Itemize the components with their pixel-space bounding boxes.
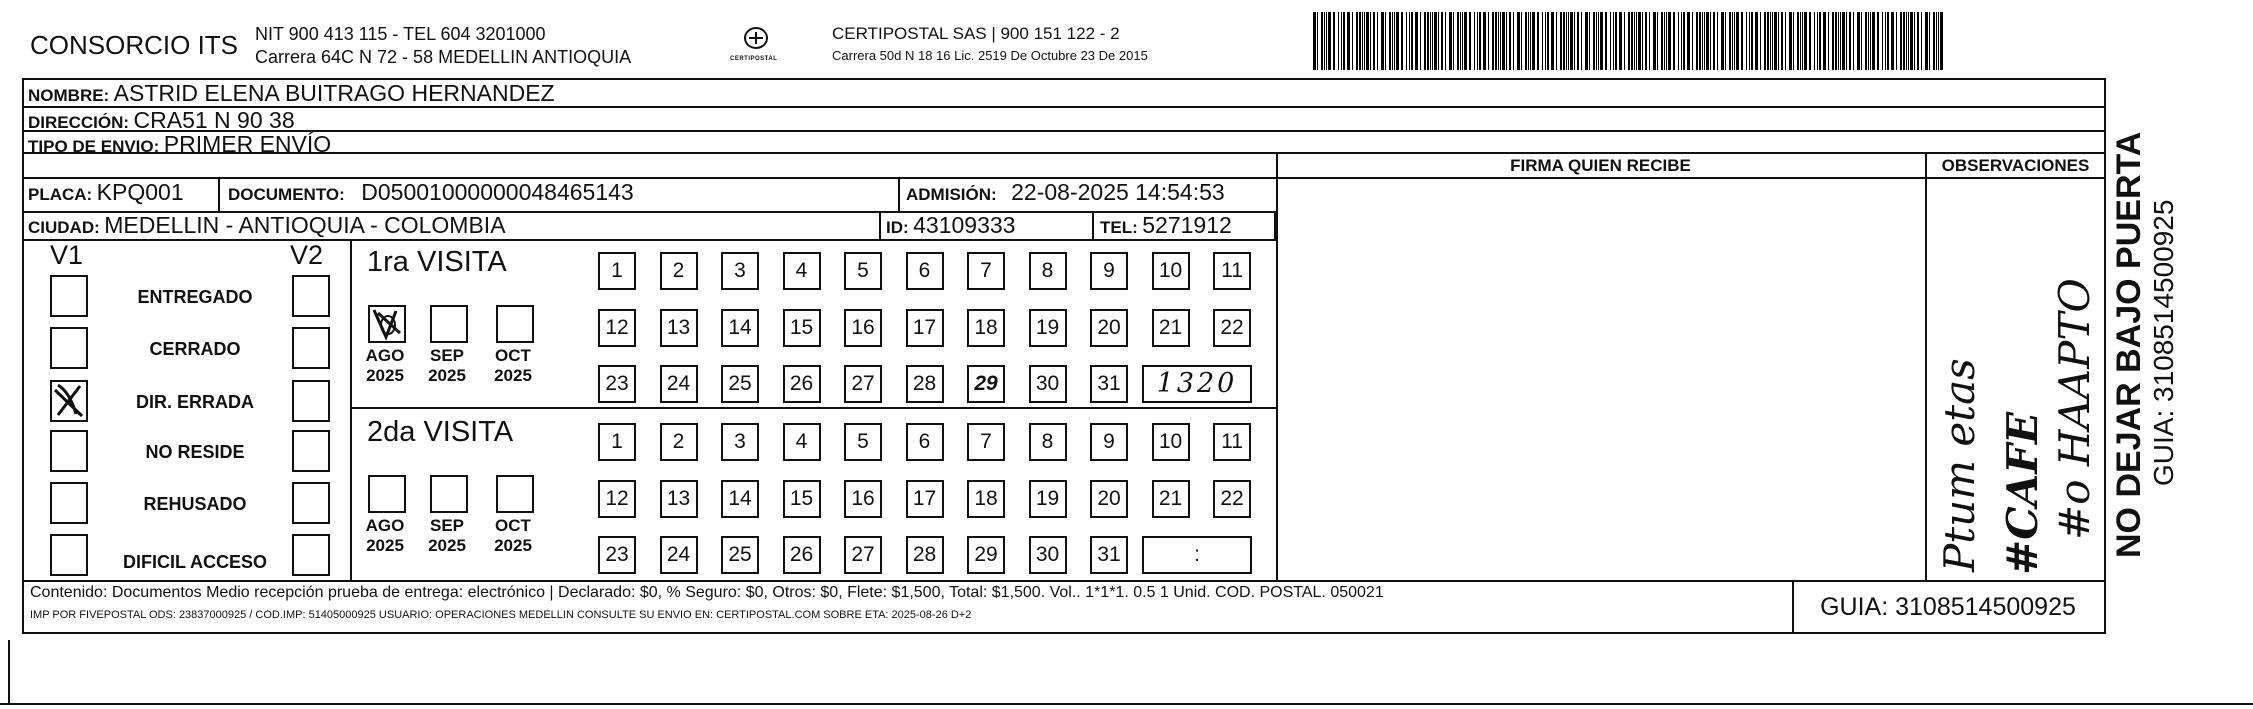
first-visit-day-2[interactable]: 2 bbox=[660, 252, 698, 290]
direccion-label: DIRECCIÓN: bbox=[28, 113, 130, 132]
nombre-label: NOMBRE: bbox=[28, 86, 110, 105]
first-visit-day-12[interactable]: 12 bbox=[598, 309, 636, 347]
second-visit-day-26[interactable]: 26 bbox=[783, 536, 821, 574]
second-visit-title: 2da VISITA bbox=[367, 416, 514, 448]
v2-checkbox-dir-errada[interactable] bbox=[292, 380, 330, 422]
first-visit-month-label: AGO 2025 bbox=[365, 346, 405, 385]
second-visit-month-label: OCT 2025 bbox=[494, 516, 532, 555]
second-visit-day-21[interactable]: 21 bbox=[1152, 480, 1190, 518]
tel-value: 5271912 bbox=[1142, 212, 1232, 238]
second-visit-day-2[interactable]: 2 bbox=[660, 423, 698, 461]
first-visit-day-23[interactable]: 23 bbox=[598, 365, 636, 403]
footer-impresion: IMP POR FIVEPOSTAL ODS: 23837000925 / COD.IMP: 51405000925 USUARIO: OPERACIONES MEDELLIN CONSULTE SU ENVIO EN: CERTIPOSTAL.COM SOBRE ETA: 2025-08-26 D+2 bbox=[30, 609, 972, 621]
second-visit-day-20[interactable]: 20 bbox=[1090, 480, 1128, 518]
second-visit-day-6[interactable]: 6 bbox=[906, 423, 944, 461]
first-visit-day-31[interactable]: 31 bbox=[1090, 365, 1128, 403]
v2-label: V2 bbox=[290, 240, 324, 270]
first-visit-day-17[interactable]: 17 bbox=[906, 309, 944, 347]
first-visit-month-box-ago[interactable] bbox=[368, 305, 406, 343]
second-visit-day-16[interactable]: 16 bbox=[844, 480, 882, 518]
second-visit-day-14[interactable]: 14 bbox=[721, 480, 759, 518]
first-visit-day-8[interactable]: 8 bbox=[1029, 252, 1067, 290]
id-value: 43109333 bbox=[913, 212, 1016, 238]
first-visit-day-20[interactable]: 20 bbox=[1090, 309, 1128, 347]
second-visit-day-3[interactable]: 3 bbox=[721, 423, 759, 461]
second-visit-day-12[interactable]: 12 bbox=[598, 480, 636, 518]
first-visit-day-15[interactable]: 15 bbox=[783, 309, 821, 347]
observaciones-header: OBSERVACIONES bbox=[1941, 156, 2090, 175]
id-label: ID: bbox=[886, 218, 909, 237]
second-visit-month-label: SEP 2025 bbox=[428, 516, 466, 555]
status-label-no-reside: NO RESIDE bbox=[145, 442, 245, 462]
status-label-dir-errada: DIR. ERRADA bbox=[135, 392, 254, 412]
second-visit-month-box-oct[interactable] bbox=[496, 475, 534, 513]
second-visit-day-11[interactable]: 11 bbox=[1213, 423, 1251, 461]
first-visit-day-6[interactable]: 6 bbox=[906, 252, 944, 290]
firma-header: FIRMA QUIEN RECIBE bbox=[1510, 156, 1691, 175]
first-visit-day-26[interactable]: 26 bbox=[783, 365, 821, 403]
first-visit-day-28[interactable]: 28 bbox=[906, 365, 944, 403]
first-visit-day-11[interactable]: 11 bbox=[1213, 252, 1251, 290]
status-label-dificil-acceso: DIFICIL ACCESO bbox=[122, 552, 267, 572]
second-visit-day-4[interactable]: 4 bbox=[783, 423, 821, 461]
first-visit-day-22[interactable]: 22 bbox=[1213, 309, 1251, 347]
first-visit-day-25[interactable]: 25 bbox=[721, 365, 759, 403]
first-visit-day-24[interactable]: 24 bbox=[660, 365, 698, 403]
v1-checkbox-no-reside[interactable] bbox=[50, 430, 88, 472]
nombre-value: ASTRID ELENA BUITRAGO HERNANDEZ bbox=[113, 80, 555, 106]
ciudad-label: CIUDAD: bbox=[28, 218, 100, 237]
tipo-envio-value: PRIMER ENVÍO bbox=[163, 131, 332, 157]
second-visit-day-19[interactable]: 19 bbox=[1029, 480, 1067, 518]
side-guia: GUIA: 3108514500925 bbox=[2148, 199, 2179, 486]
placa-value: KPQ001 bbox=[96, 179, 184, 205]
first-visit-day-13[interactable]: 13 bbox=[660, 309, 698, 347]
logo-text: CERTIPOSTAL bbox=[730, 56, 778, 62]
second-visit-day-27[interactable]: 27 bbox=[844, 536, 882, 574]
second-visit-day-18[interactable]: 18 bbox=[967, 480, 1005, 518]
second-visit-day-17[interactable]: 17 bbox=[906, 480, 944, 518]
tipo-envio-label: TIPO DE ENVIO: bbox=[28, 137, 160, 156]
direccion-value: CRA51 N 90 38 bbox=[133, 107, 295, 133]
company-address: Carrera 64C N 72 - 58 MEDELLIN ANTIOQUIA bbox=[255, 47, 632, 67]
second-visit-month-box-ago[interactable] bbox=[368, 475, 406, 513]
certipostal-line2: Carrera 50d N 18 16 Lic. 2519 De Octubre 23 De 2015 bbox=[832, 48, 1148, 63]
v1-checkbox-cerrado[interactable] bbox=[50, 327, 88, 369]
nit-line: NIT 900 413 115 - TEL 604 3201000 bbox=[255, 24, 546, 44]
handwritten-observation-2: #CAFE bbox=[1998, 411, 2047, 575]
first-visit-day-29[interactable]: 29 bbox=[967, 365, 1005, 403]
first-visit-month-box-oct[interactable] bbox=[496, 305, 534, 343]
second-visit-day-23[interactable]: 23 bbox=[598, 536, 636, 574]
footer-contenido: Contenido: Documentos Medio recepción prueba de entrega: electrónico | Declarado: $0, % Seguro: $0, Otros: $0, Flete: $1,500, Total: $1,500. Vol.. 1*1*1. 0.5 1 Unid. COD. POSTAL. 050021 bbox=[30, 584, 1384, 601]
second-visit-day-1[interactable]: 1 bbox=[598, 423, 636, 461]
v1-checkbox-dir-errada[interactable] bbox=[50, 380, 88, 422]
v1-checkbox-dificil-acceso[interactable] bbox=[50, 534, 88, 576]
barcode bbox=[1313, 12, 1948, 70]
second-visit-day-25[interactable]: 25 bbox=[721, 536, 759, 574]
tel-label: TEL: bbox=[1100, 218, 1138, 237]
second-visit-day-8[interactable]: 8 bbox=[1029, 423, 1067, 461]
second-visit-day-7[interactable]: 7 bbox=[967, 423, 1005, 461]
status-label-rehusado: REHUSADO bbox=[143, 494, 247, 514]
v2-checkbox-rehusado[interactable] bbox=[292, 482, 330, 524]
first-visit-day-27[interactable]: 27 bbox=[844, 365, 882, 403]
v2-checkbox-entregado[interactable] bbox=[292, 275, 330, 317]
first-visit-day-18[interactable]: 18 bbox=[967, 309, 1005, 347]
second-visit-day-13[interactable]: 13 bbox=[660, 480, 698, 518]
status-label-cerrado: CERRADO bbox=[149, 339, 241, 359]
first-visit-day-19[interactable]: 19 bbox=[1029, 309, 1067, 347]
footer-guia: GUIA: 3108514500925 bbox=[1820, 593, 2076, 621]
company-name: CONSORCIO ITS bbox=[30, 30, 239, 60]
v1-label: V1 bbox=[50, 240, 84, 270]
second-visit-month-label: AGO 2025 bbox=[365, 516, 405, 555]
v2-checkbox-no-reside[interactable] bbox=[292, 430, 330, 472]
v2-checkbox-cerrado[interactable] bbox=[292, 327, 330, 369]
ciudad-value: MEDELLIN - ANTIOQUIA - COLOMBIA bbox=[104, 212, 506, 238]
first-visit-time-field[interactable]: 1320 bbox=[1142, 365, 1252, 403]
first-visit-day-4[interactable]: 4 bbox=[783, 252, 821, 290]
second-visit-day-30[interactable]: 30 bbox=[1029, 536, 1067, 574]
first-visit-day-30[interactable]: 30 bbox=[1029, 365, 1067, 403]
second-visit-month-box-sep[interactable] bbox=[430, 475, 468, 513]
admision-value: 22-08-2025 14:54:53 bbox=[1011, 179, 1225, 205]
placa-label: PLACA: bbox=[28, 185, 93, 204]
first-visit-day-16[interactable]: 16 bbox=[844, 309, 882, 347]
documento-value: D05001000000048465143 bbox=[361, 179, 634, 205]
second-visit-day-24[interactable]: 24 bbox=[660, 536, 698, 574]
v1-checkbox-entregado[interactable] bbox=[50, 275, 88, 317]
second-visit-day-9[interactable]: 9 bbox=[1090, 423, 1128, 461]
handwritten-observation-3: #o HAAPTO bbox=[2050, 278, 2099, 540]
no-dejar-bajo-puerta: NO DEJAR BAJO PUERTA bbox=[2110, 131, 2148, 558]
first-visit-day-10[interactable]: 10 bbox=[1152, 252, 1190, 290]
admision-label: ADMISIÓN: bbox=[906, 185, 997, 204]
first-visit-day-1[interactable]: 1 bbox=[598, 252, 636, 290]
status-label-entregado: ENTREGADO bbox=[137, 287, 253, 307]
handwritten-observation-1: Ptum etas bbox=[1935, 358, 1984, 572]
v2-checkbox-dificil-acceso[interactable] bbox=[292, 534, 330, 576]
first-visit-title: 1ra VISITA bbox=[367, 246, 507, 278]
second-visit-day-29[interactable]: 29 bbox=[967, 536, 1005, 574]
second-visit-day-31[interactable]: 31 bbox=[1090, 536, 1128, 574]
first-visit-day-14[interactable]: 14 bbox=[721, 309, 759, 347]
second-visit-day-10[interactable]: 10 bbox=[1152, 423, 1190, 461]
first-visit-day-9[interactable]: 9 bbox=[1090, 252, 1128, 290]
v1-checkbox-rehusado[interactable] bbox=[50, 482, 88, 524]
second-visit-day-15[interactable]: 15 bbox=[783, 480, 821, 518]
certipostal-line1: CERTIPOSTAL SAS | 900 151 122 - 2 bbox=[832, 24, 1120, 43]
certipostal-logo bbox=[732, 24, 780, 68]
first-visit-day-21[interactable]: 21 bbox=[1152, 309, 1190, 347]
first-visit-month-box-sep[interactable] bbox=[430, 305, 468, 343]
documento-label: DOCUMENTO: bbox=[228, 185, 345, 204]
second-visit-day-28[interactable]: 28 bbox=[906, 536, 944, 574]
first-visit-day-7[interactable]: 7 bbox=[967, 252, 1005, 290]
second-visit-day-5[interactable]: 5 bbox=[844, 423, 882, 461]
first-visit-day-5[interactable]: 5 bbox=[844, 252, 882, 290]
second-visit-time-field[interactable]: : bbox=[1142, 536, 1252, 574]
first-visit-day-3[interactable]: 3 bbox=[721, 252, 759, 290]
second-visit-day-22[interactable]: 22 bbox=[1213, 480, 1251, 518]
first-visit-month-label: SEP 2025 bbox=[428, 346, 466, 385]
first-visit-month-label: OCT 2025 bbox=[494, 346, 532, 385]
